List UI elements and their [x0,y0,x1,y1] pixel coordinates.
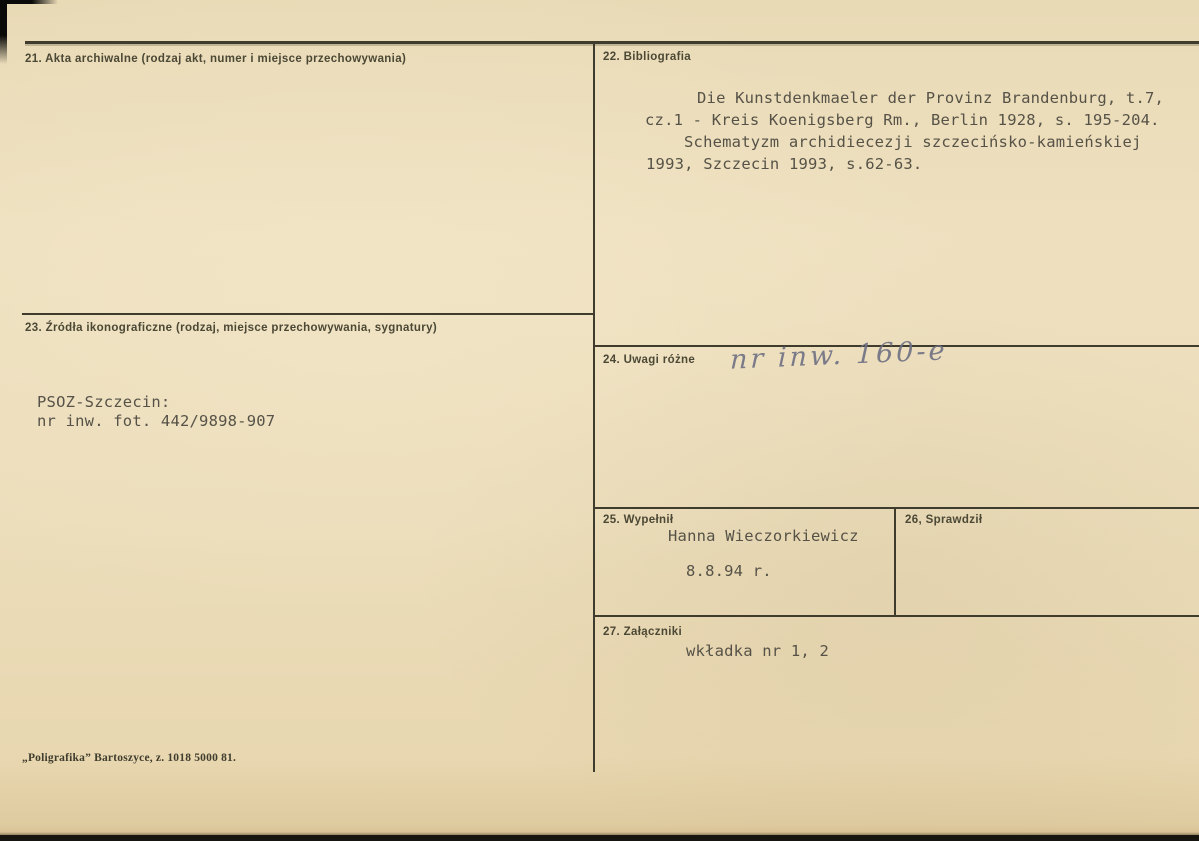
bibliography-line: Die Kunstdenkmaeler der Provinz Brandenburg, t.7, [697,89,1165,107]
bibliography-line: cz.1 - Kreis Koenigsberg Rm., Berlin 1928, s. 195-204. [645,111,1160,129]
rule-field23-top [22,313,593,315]
rule-field25-26-divider [894,507,896,617]
field-24-label: 24. Uwagi różne [603,354,696,366]
field-27-label: 27. Załączniki [603,626,683,638]
field-22-label: 22. Bibliografia [603,51,692,63]
scan-edge-top-shadow [0,0,58,4]
handwritten-inventory-note: nr inw. 160-e [729,335,948,376]
scan-edge-bottom-shadow [0,835,1199,841]
bibliography-line: Schematyzm archidiecezji szczecińsko-kamieńskiej [684,133,1142,151]
field-25-label: 25. Wypełnił [603,514,674,526]
completed-by-name: Hanna Wieczorkiewicz [668,527,859,545]
completed-date: 8.8.94 r. [686,562,772,580]
field-26-label: 26, Sprawdził [905,514,983,526]
field-23-label: 23. Źródła ikonograficzne (rodzaj, miejsce przechowywania, sygnatury) [25,322,438,334]
scan-edge-left-shadow [0,0,7,64]
iconographic-source-line: PSOZ-Szczecin: [37,393,171,411]
rule-field27-top [595,615,1199,617]
rule-top [25,41,1199,44]
printer-imprint: „Poligrafika” Bartoszyce, z. 1018 5000 81. [22,752,237,764]
bibliography-line: 1993, Szczecin 1993, s.62-63. [646,155,923,173]
iconographic-source-line: nr inw. fot. 442/9898-907 [37,412,276,430]
rule-center-divider [593,41,595,772]
rule-field25-top [595,507,1199,509]
field-21-label: 21. Akta archiwalne (rodzaj akt, numer i miejsce przechowywania) [25,53,407,65]
attachments-value: wkładka nr 1, 2 [686,642,829,660]
